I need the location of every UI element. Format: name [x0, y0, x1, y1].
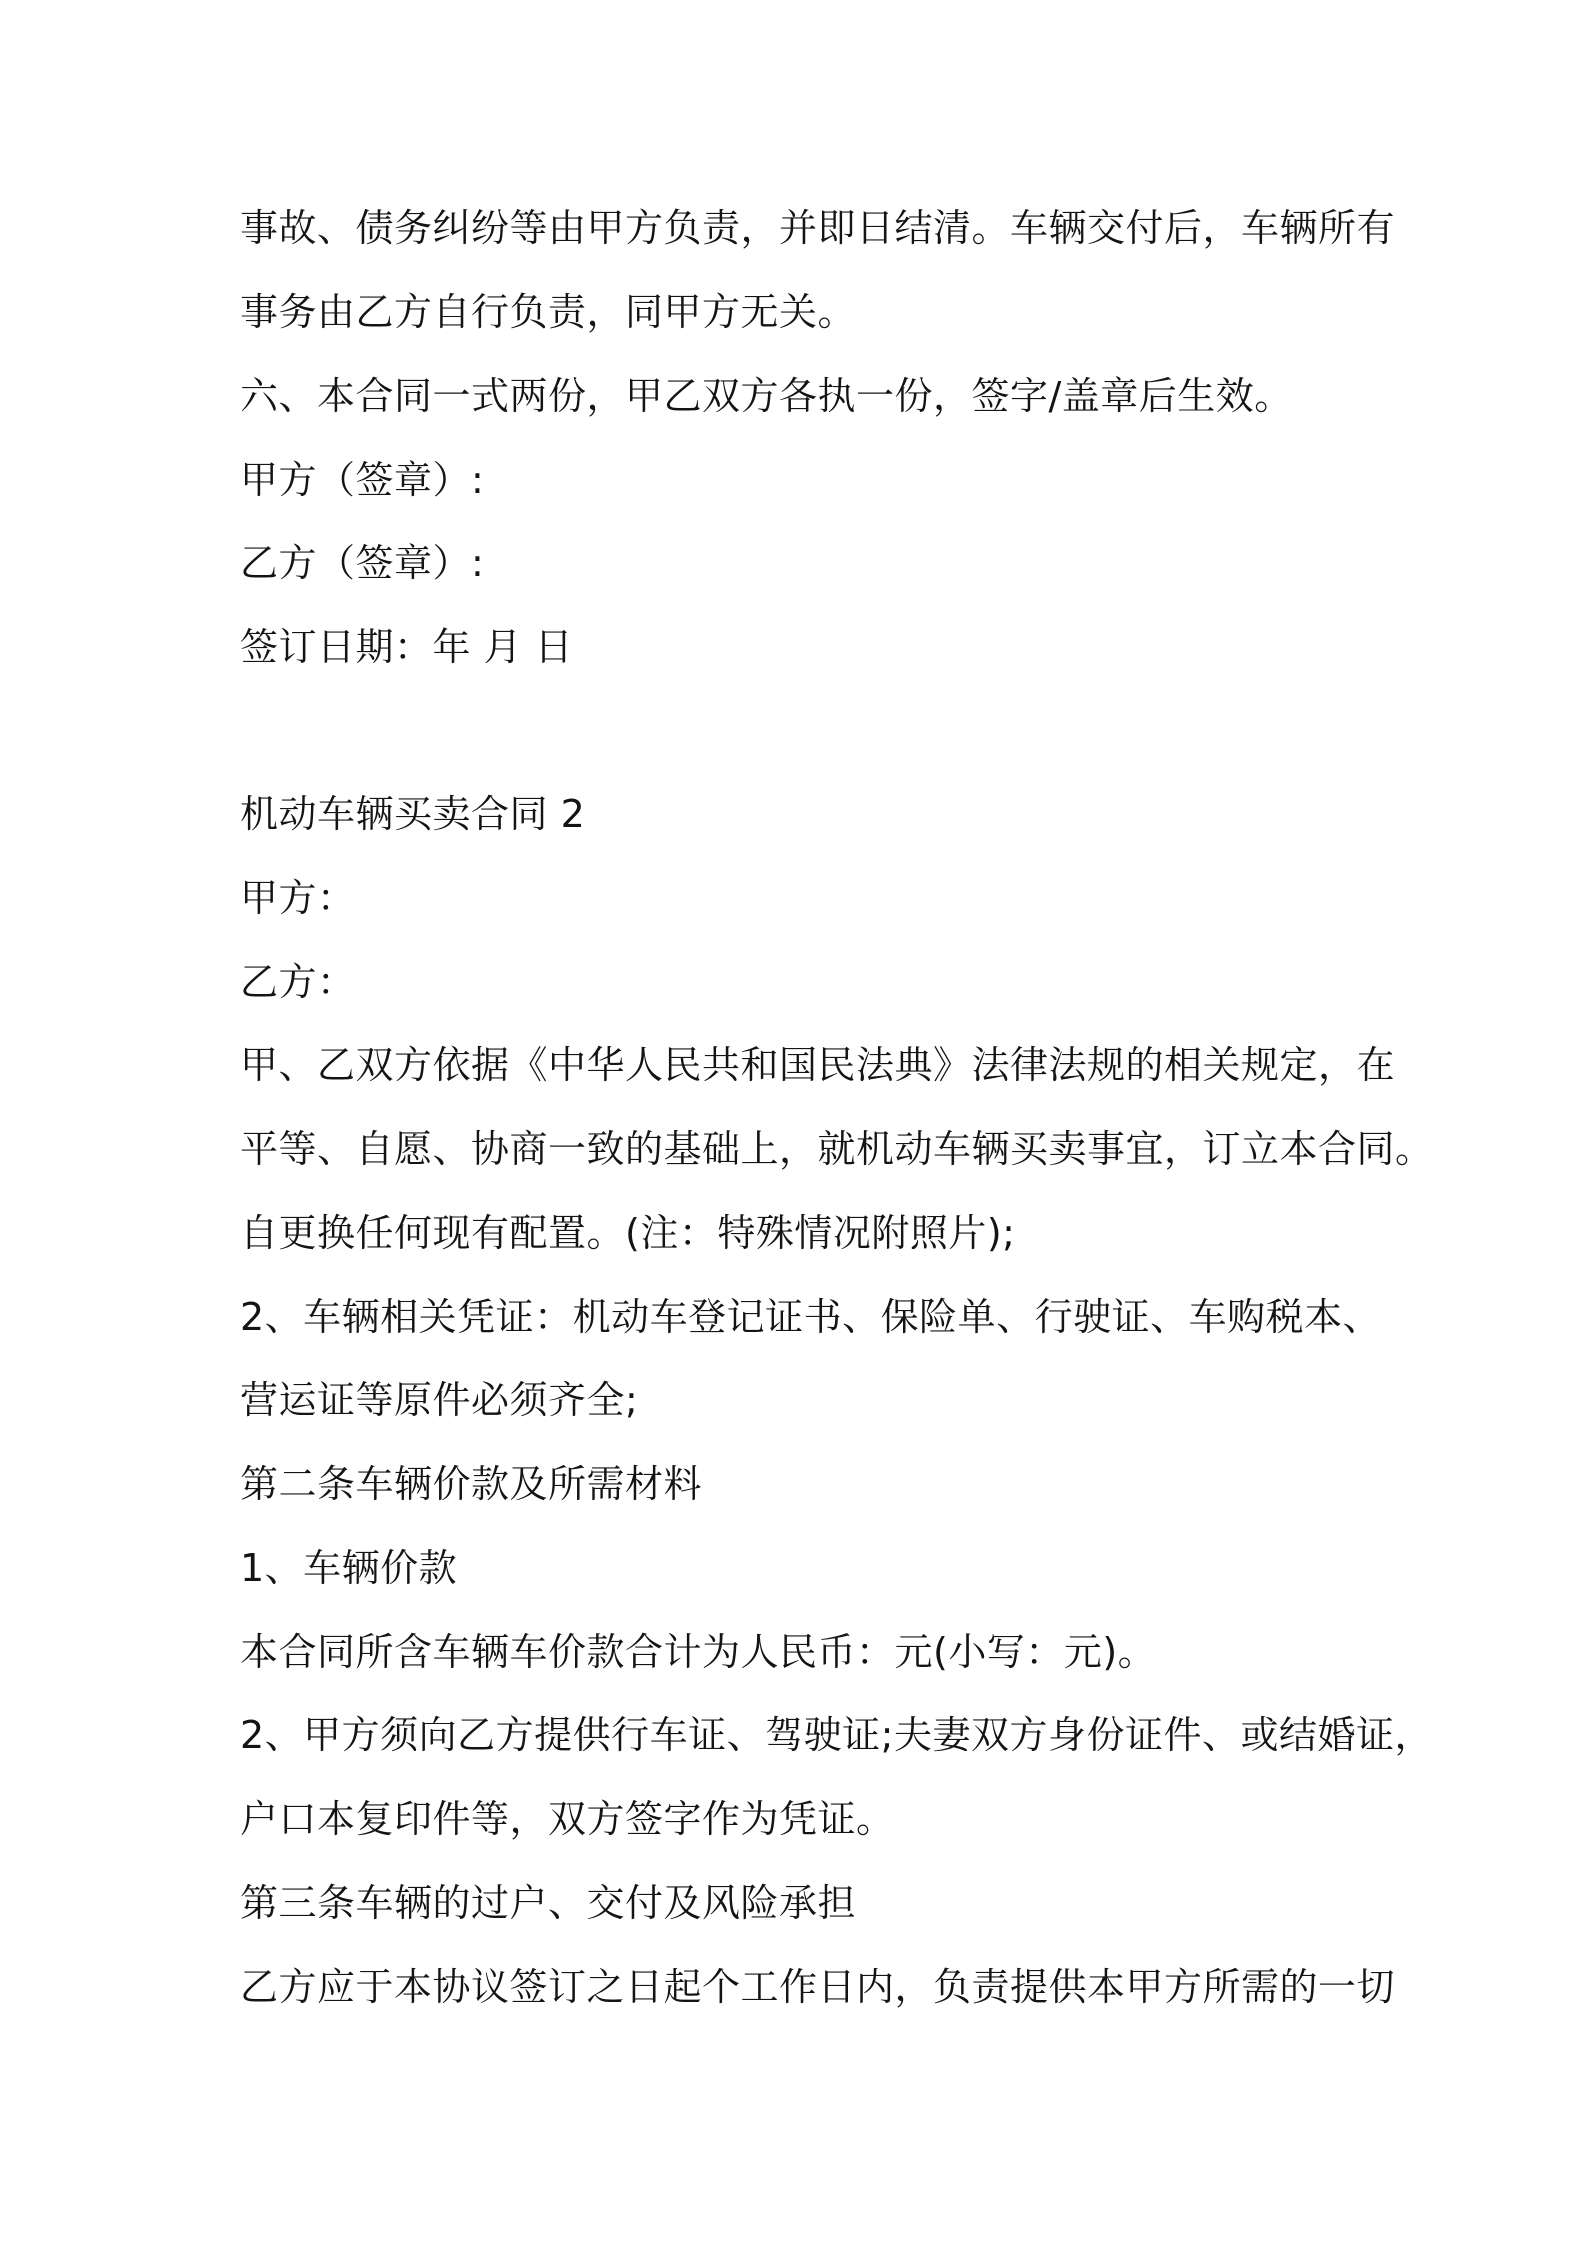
section-heading: 第二条车辆价款及所需材料 [240, 1462, 703, 1506]
party-b-line: 乙方： [240, 960, 356, 1004]
clause-heading: 1、车辆价款 [240, 1546, 458, 1590]
paragraph-line: 乙方应于本协议签订之日起个工作日内，负责提供本甲方所需的一切 [240, 1965, 1396, 2009]
paragraph-line: 平等、自愿、协商一致的基础上，就机动车辆买卖事宜，订立本合同。 [240, 1127, 1434, 1171]
signing-date-line: 签订日期：年 月 日 [240, 625, 574, 669]
section-heading: 第三条车辆的过户、交付及风险承担 [240, 1881, 857, 1925]
paragraph-line: 本合同所含车辆车价款合计为人民币：元(小写：元)。 [240, 1630, 1157, 1674]
paragraph-line: 事务由乙方自行负责，同甲方无关。 [240, 290, 857, 334]
signature-line-party-a: 甲方（签章）: [240, 458, 485, 502]
paragraph-line: 2、车辆相关凭证：机动车登记证书、保险单、行驶证、车购税本、 [240, 1295, 1382, 1339]
paragraph-line: 事故、债务纠纷等由甲方负责，并即日结清。车辆交付后，车辆所有 [240, 206, 1396, 250]
paragraph-line: 2、甲方须向乙方提供行车证、驾驶证;夫妻双方身份证件、或结婚证， [240, 1713, 1433, 1757]
paragraph-line: 自更换任何现有配置。(注：特殊情况附照片); [240, 1211, 1016, 1255]
paragraph-line: 甲、乙双方依据《中华人民共和国民法典》法律法规的相关规定，在 [240, 1043, 1396, 1087]
signature-line-party-b: 乙方（签章）: [240, 541, 485, 585]
paragraph-line: 户口本复印件等，双方签字作为凭证。 [240, 1797, 895, 1841]
paragraph-line: 六、本合同一式两份，甲乙双方各执一份，签字/盖章后生效。 [240, 374, 1293, 418]
party-a-line: 甲方： [240, 876, 356, 920]
paragraph-line: 营运证等原件必须齐全; [240, 1378, 639, 1422]
contract-title: 机动车辆买卖合同 2 [240, 792, 586, 836]
